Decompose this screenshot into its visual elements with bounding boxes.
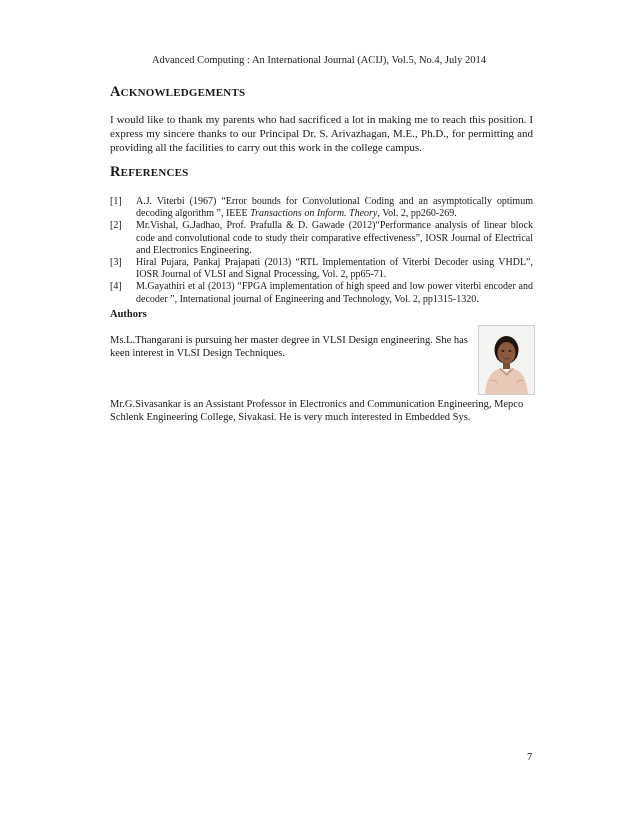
reference-journal-italic: Transactions on Inform. Theory — [250, 208, 378, 220]
acknowledgements-text: I would like to thank my parents who had sacrificed a lot in making me to reach this position. I express my sincere thanks to our Principal Dr. S. Arivazhagan, M.E., Ph.D., for permitting and providing all the facilities to carry out this work in the college campus. — [110, 114, 533, 154]
reference-number: [3] — [110, 257, 122, 269]
reference-item — [110, 220, 533, 257]
reference-text-part: , Vol. 2, pp260-269. — [377, 208, 457, 220]
reference-number: [2] — [110, 220, 122, 232]
reference-number: [1] — [110, 196, 122, 207]
reference-item — [110, 196, 533, 220]
references-list — [110, 196, 533, 306]
authors-heading: Authors — [110, 309, 147, 320]
reference-text — [136, 196, 533, 220]
reference-text: Hiral Pujara, Pankaj Prajapati (2013) “RTL Implementation of Viterbi Decoder using VHDL”, IOSR Journal of VLSI and Signal Processing, Vol. 2, pp65-71. — [136, 257, 533, 281]
heading-rest: CKNOWLEDGEMENTS — [120, 87, 246, 99]
references-heading — [110, 164, 189, 181]
running-header: Advanced Computing : An International Journal (ACIJ), Vol.5, No.4, July 2014 — [151, 55, 487, 66]
reference-text: M.Gayathiri et al (2013) “FPGA implementation of high speed and low power viterbi encoder and decoder ”, International journal of Engineering and Technology, Vol. 2, pp1315-1320. — [136, 281, 533, 305]
page-number: 7 — [527, 752, 533, 763]
acknowledgements-heading — [110, 84, 245, 101]
reference-item — [110, 257, 533, 281]
author-bio-sivasankar: Mr.G.Sivasankar is an Assistant Professor in Electronics and Communication Engineering, Mepco Schlenk Engineering College, Sivakasi. He is very much interested in Embedded Sys. — [110, 399, 524, 423]
heading-initial: R — [110, 164, 121, 180]
author-photo — [478, 325, 535, 395]
heading-rest: EFERENCES — [120, 167, 189, 179]
author-bio-thangarani: Ms.L.Thangarani is pursuing her master degree in VLSI Design engineering. She has keen interest in VLSI Design Techniques. — [110, 335, 468, 359]
author-portrait-image — [479, 326, 534, 394]
reference-number: [4] — [110, 281, 122, 293]
heading-initial: A — [110, 84, 121, 100]
reference-text-part: A.J. Viterbi (1967) “Error bounds for Convolutional Coding and an asymptotically optimum decoding algorithm ”, IEEE — [136, 196, 533, 220]
reference-item — [110, 281, 533, 305]
reference-text: Mr.Vishal, G.Jadhao, Prof. Prafulla & D. Gawade (2012)“Performance analysis of linear block code and convolutional code to study their comparative effectiveness”, IOSR Journal of Electrical and Electronics Engineering. — [136, 220, 533, 256]
